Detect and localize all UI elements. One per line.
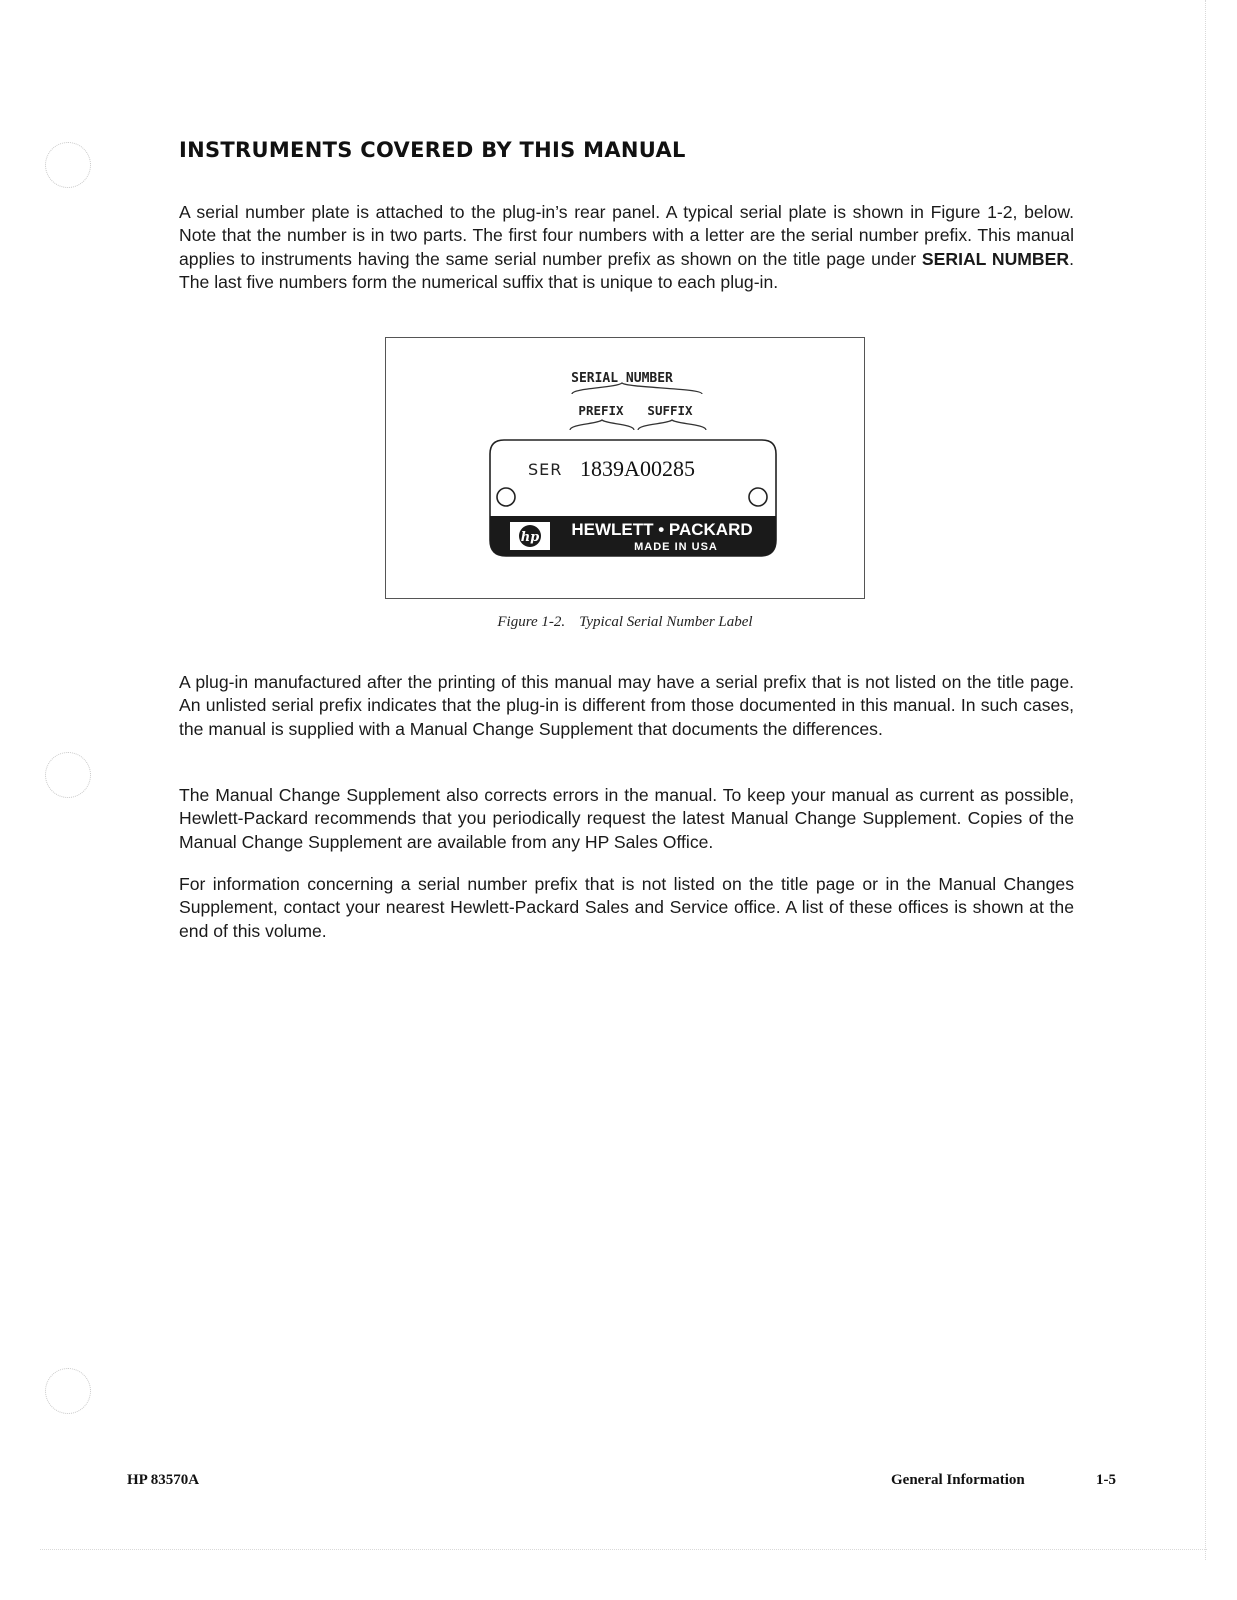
caption-title: Typical Serial Number Label bbox=[579, 614, 753, 630]
serial-number-label: SERIAL NUMBER bbox=[571, 371, 673, 386]
serial-prefix-value: 1839A bbox=[580, 456, 640, 481]
punch-hole-bottom bbox=[45, 1368, 91, 1414]
brand-name: HEWLETT • PACKARD bbox=[571, 520, 753, 539]
footer-model: HP 83570A bbox=[127, 1472, 200, 1488]
serial-suffix-value: 00285 bbox=[640, 456, 695, 481]
figure-caption bbox=[385, 614, 865, 631]
page-edge-right bbox=[1205, 0, 1207, 1560]
suffix-brace bbox=[638, 420, 706, 430]
suffix-label: SUFFIX bbox=[647, 403, 693, 418]
prefix-brace bbox=[570, 420, 634, 430]
paragraph-change-supplement: The Manual Change Supplement also corrects errors in the manual. To keep your manual as current as possible, Hewlett-Packard recommends that you periodically request the latest Manual Change Supplement. Copies of the Manual Change Supplement are available from any HP Sales Office. bbox=[179, 785, 1074, 852]
paragraph-contact-info: For information concerning a serial number prefix that is not listed on the title page or in the Manual Changes Supplement, contact your nearest Hewlett-Packard Sales and Service office. A list of these offices is shown at the end of this volume. bbox=[179, 874, 1074, 941]
paragraph-text: A serial number plate is attached to the plug-in’s rear panel. A typical serial plate is shown in Figure 1-2, below. Note that the number is in two parts. The first four numbers with a letter are the serial number prefix. This manual applies to instruments having the same serial number prefix as shown on the title page under bbox=[179, 202, 1074, 269]
page-edge-bottom bbox=[40, 1549, 1207, 1551]
figure-serial-label bbox=[385, 337, 865, 599]
footer-section: General Information bbox=[891, 1472, 1025, 1488]
paragraph-unlisted-prefix: A plug-in manufactured after the printing of this manual may have a serial prefix that is not listed on the title page. An unlisted serial prefix indicates that the plug-in is different from those documented in this manual. In such cases, the manual is supplied with a Manual Change Supplement that documents the differences. bbox=[179, 672, 1074, 739]
caption-number: Figure 1-2. bbox=[497, 614, 566, 630]
paragraph-text: . The last five numbers form the numerical suffix that is unique to each plug-in. bbox=[179, 248, 1074, 293]
serial-number-emphasis: SERIAL NUMBER bbox=[921, 248, 1070, 269]
mounting-hole-left bbox=[497, 488, 515, 506]
serial-plate-illustration bbox=[386, 338, 866, 600]
punch-hole-top bbox=[45, 142, 91, 188]
prefix-label: PREFIX bbox=[578, 403, 624, 418]
hp-logo-icon: hp bbox=[520, 530, 540, 545]
punch-hole-middle bbox=[45, 752, 91, 798]
footer-page-number: 1-5 bbox=[1096, 1472, 1116, 1488]
section-heading: INSTRUMENTS COVERED BY THIS MANUAL bbox=[179, 138, 686, 162]
paragraph-serial-plate bbox=[179, 201, 1074, 295]
mounting-hole-right bbox=[749, 488, 767, 506]
made-in-label: MADE IN USA bbox=[634, 541, 718, 553]
ser-label: SER bbox=[528, 460, 563, 479]
